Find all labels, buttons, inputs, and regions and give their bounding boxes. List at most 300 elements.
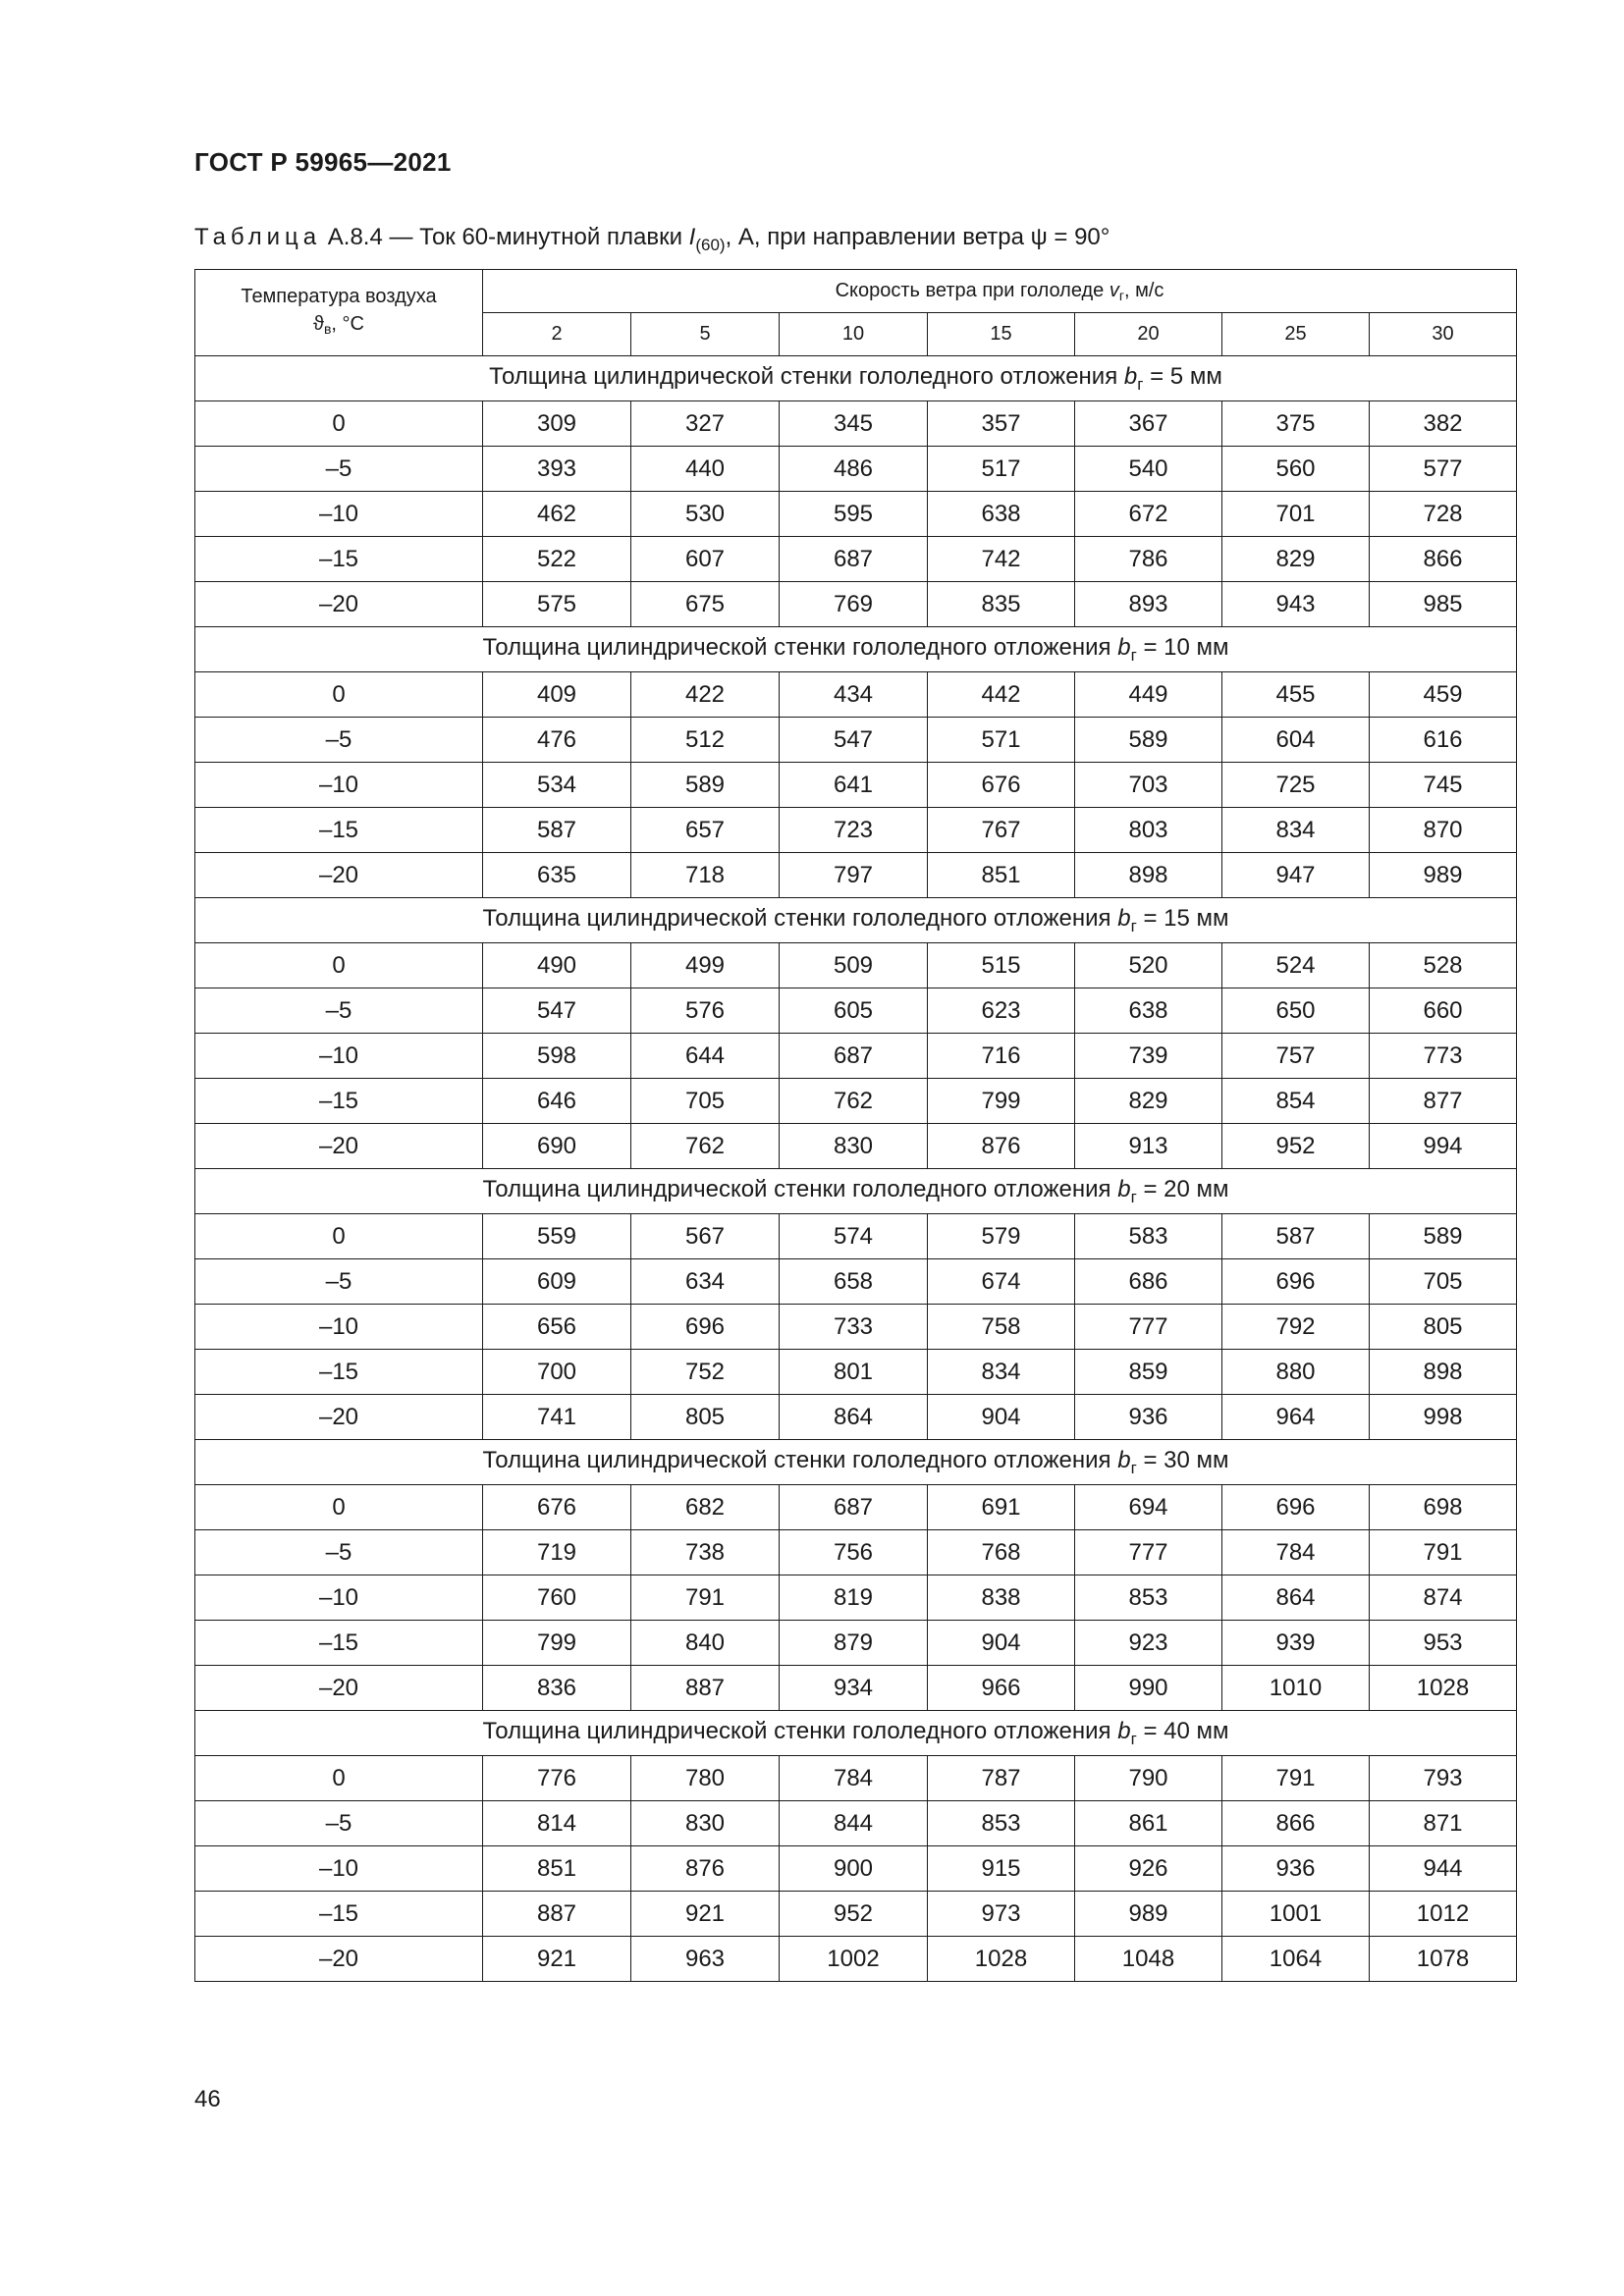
- section-title-text: Толщина цилиндрической стенки гололедного отложения: [482, 904, 1118, 932]
- current-value-cell: 609: [483, 1259, 631, 1305]
- current-value-cell: 440: [631, 447, 780, 492]
- table-row: [195, 1214, 1517, 1259]
- current-value-cell: 687: [780, 1034, 928, 1079]
- table-row: [195, 1485, 1517, 1530]
- current-value-cell: 998: [1370, 1395, 1517, 1440]
- current-value-cell: 866: [1370, 537, 1517, 582]
- current-value-cell: 752: [631, 1350, 780, 1395]
- temperature-cell: 0: [195, 672, 483, 718]
- current-value-cell: 877: [1370, 1079, 1517, 1124]
- current-value-cell: 989: [1370, 853, 1517, 898]
- table-row: [195, 1079, 1517, 1124]
- current-value-cell: 851: [483, 1846, 631, 1892]
- wind-speed-value-header: 5: [631, 313, 780, 356]
- current-value-cell: 784: [780, 1756, 928, 1801]
- current-value-cell: 898: [1370, 1350, 1517, 1395]
- current-value-cell: 805: [1370, 1305, 1517, 1350]
- section-header-row: [195, 1711, 1517, 1756]
- temperature-cell: 0: [195, 401, 483, 447]
- current-value-cell: 434: [780, 672, 928, 718]
- table-body: [195, 356, 1517, 1982]
- current-value-cell: 834: [1222, 808, 1370, 853]
- current-value-cell: 739: [1075, 1034, 1222, 1079]
- current-value-cell: 703: [1075, 763, 1222, 808]
- current-value-cell: 587: [1222, 1214, 1370, 1259]
- current-value-cell: 936: [1222, 1846, 1370, 1892]
- current-value-cell: 866: [1222, 1801, 1370, 1846]
- table-row: [195, 1530, 1517, 1575]
- current-value-cell: 758: [928, 1305, 1075, 1350]
- current-value-cell: 641: [780, 763, 928, 808]
- temperature-cell: –20: [195, 853, 483, 898]
- current-value-cell: 790: [1075, 1756, 1222, 1801]
- current-value-cell: 830: [780, 1124, 928, 1169]
- current-value-cell: 989: [1075, 1892, 1222, 1937]
- section-header-row: [195, 627, 1517, 672]
- current-value-cell: 921: [631, 1892, 780, 1937]
- current-value-cell: 1010: [1222, 1666, 1370, 1711]
- current-value-cell: 696: [1222, 1259, 1370, 1305]
- wind-speed-header: [483, 270, 1517, 313]
- temperature-header-line1: Температура воздуха: [241, 286, 437, 307]
- current-value-cell: 1002: [780, 1937, 928, 1982]
- current-value-cell: 575: [483, 582, 631, 627]
- current-value-cell: 985: [1370, 582, 1517, 627]
- current-value-cell: 973: [928, 1892, 1075, 1937]
- current-value-cell: 803: [1075, 808, 1222, 853]
- table-row: [195, 1892, 1517, 1937]
- wind-speed-value-header: 20: [1075, 313, 1222, 356]
- current-value-cell: 515: [928, 943, 1075, 988]
- section-thickness: = 20 мм: [1136, 1175, 1229, 1202]
- current-value-cell: 830: [631, 1801, 780, 1846]
- current-value-cell: 797: [780, 853, 928, 898]
- current-value-cell: 728: [1370, 492, 1517, 537]
- wind-speed-value-header: 2: [483, 313, 631, 356]
- current-value-cell: 757: [1222, 1034, 1370, 1079]
- current-value-cell: 571: [928, 718, 1075, 763]
- current-value-cell: 701: [1222, 492, 1370, 537]
- temperature-cell: –5: [195, 447, 483, 492]
- current-value-cell: 814: [483, 1801, 631, 1846]
- current-value-cell: 964: [1222, 1395, 1370, 1440]
- current-value-cell: 1028: [928, 1937, 1075, 1982]
- current-value-cell: 776: [483, 1756, 631, 1801]
- section-symbol: b: [1123, 362, 1138, 390]
- temperature-cell: –15: [195, 808, 483, 853]
- current-value-cell: 915: [928, 1846, 1075, 1892]
- temperature-cell: 0: [195, 1485, 483, 1530]
- current-value-cell: 509: [780, 943, 928, 988]
- current-value-cell: 887: [631, 1666, 780, 1711]
- current-value-cell: 805: [631, 1395, 780, 1440]
- table-row: [195, 1034, 1517, 1079]
- temperature-cell: –10: [195, 763, 483, 808]
- current-value-cell: 791: [1222, 1756, 1370, 1801]
- temperature-cell: 0: [195, 1756, 483, 1801]
- current-value-cell: 904: [928, 1621, 1075, 1666]
- current-value-cell: 490: [483, 943, 631, 988]
- current-value-cell: 936: [1075, 1395, 1222, 1440]
- current-value-cell: 687: [780, 537, 928, 582]
- current-value-cell: 861: [1075, 1801, 1222, 1846]
- current-value-cell: 547: [780, 718, 928, 763]
- current-value-cell: 530: [631, 492, 780, 537]
- temperature-symbol: ϑ: [313, 313, 324, 335]
- current-value-cell: 658: [780, 1259, 928, 1305]
- table-row: [195, 401, 1517, 447]
- current-value-cell: 834: [928, 1350, 1075, 1395]
- temperature-cell: –10: [195, 1034, 483, 1079]
- temperature-cell: –10: [195, 1846, 483, 1892]
- current-value-cell: 520: [1075, 943, 1222, 988]
- current-value-cell: 462: [483, 492, 631, 537]
- current-value-cell: 698: [1370, 1485, 1517, 1530]
- current-value-cell: 829: [1075, 1079, 1222, 1124]
- current-value-cell: 1028: [1370, 1666, 1517, 1711]
- table-row: [195, 1395, 1517, 1440]
- current-value-cell: 605: [780, 988, 928, 1034]
- section-header-row: [195, 1440, 1517, 1485]
- wind-speed-symbol-sub: г: [1118, 287, 1124, 303]
- current-value-cell: 595: [780, 492, 928, 537]
- section-title: [195, 627, 1517, 672]
- current-value-cell: 327: [631, 401, 780, 447]
- section-symbol-sub: г: [1130, 1458, 1137, 1477]
- table-row: [195, 1846, 1517, 1892]
- table-row: [195, 1621, 1517, 1666]
- current-value-cell: 1048: [1075, 1937, 1222, 1982]
- current-value-cell: 604: [1222, 718, 1370, 763]
- section-symbol-sub: г: [1130, 1729, 1137, 1748]
- table-row: [195, 718, 1517, 763]
- wind-speed-header-text: Скорость ветра при гололеде: [835, 279, 1110, 301]
- current-value-cell: 990: [1075, 1666, 1222, 1711]
- current-value-cell: 547: [483, 988, 631, 1034]
- current-value-cell: 773: [1370, 1034, 1517, 1079]
- table-row: [195, 1937, 1517, 1982]
- current-value-cell: 853: [928, 1801, 1075, 1846]
- section-symbol: b: [1117, 904, 1131, 932]
- current-value-cell: 567: [631, 1214, 780, 1259]
- current-value-cell: 576: [631, 988, 780, 1034]
- current-value-cell: 534: [483, 763, 631, 808]
- current-value-cell: 943: [1222, 582, 1370, 627]
- current-value-cell: 528: [1370, 943, 1517, 988]
- table-row: [195, 1259, 1517, 1305]
- current-value-cell: 1012: [1370, 1892, 1517, 1937]
- current-value-cell: 741: [483, 1395, 631, 1440]
- current-value-cell: 559: [483, 1214, 631, 1259]
- current-value-cell: 799: [483, 1621, 631, 1666]
- current-value-cell: 947: [1222, 853, 1370, 898]
- current-value-cell: 442: [928, 672, 1075, 718]
- current-value-cell: 898: [1075, 853, 1222, 898]
- section-title-text: Толщина цилиндрической стенки гололедного отложения: [482, 1446, 1118, 1473]
- current-value-cell: 476: [483, 718, 631, 763]
- current-value-cell: 879: [780, 1621, 928, 1666]
- current-value-cell: 851: [928, 853, 1075, 898]
- current-value-cell: 623: [928, 988, 1075, 1034]
- current-value-cell: 966: [928, 1666, 1075, 1711]
- table-row: [195, 988, 1517, 1034]
- table-caption: [194, 224, 1110, 255]
- temperature-cell: –20: [195, 1395, 483, 1440]
- current-value-cell: 793: [1370, 1756, 1517, 1801]
- table-row: [195, 582, 1517, 627]
- current-value-cell: 829: [1222, 537, 1370, 582]
- current-value-cell: 646: [483, 1079, 631, 1124]
- current-value-cell: 409: [483, 672, 631, 718]
- current-value-cell: 994: [1370, 1124, 1517, 1169]
- temperature-cell: –15: [195, 1892, 483, 1937]
- section-symbol: b: [1117, 1446, 1131, 1473]
- temperature-cell: –20: [195, 1666, 483, 1711]
- current-value-cell: 357: [928, 401, 1075, 447]
- current-value-cell: 864: [1222, 1575, 1370, 1621]
- caption-symbol-sub: (60): [695, 236, 726, 254]
- section-title: [195, 1440, 1517, 1485]
- current-value-cell: 577: [1370, 447, 1517, 492]
- temperature-cell: 0: [195, 943, 483, 988]
- current-value-cell: 607: [631, 537, 780, 582]
- current-value-cell: 716: [928, 1034, 1075, 1079]
- current-value-cell: 801: [780, 1350, 928, 1395]
- section-title: [195, 1711, 1517, 1756]
- current-value-cell: 874: [1370, 1575, 1517, 1621]
- caption-symbol: I: [688, 224, 696, 250]
- current-value-cell: 904: [928, 1395, 1075, 1440]
- section-symbol-sub: г: [1130, 645, 1137, 665]
- temperature-unit: , °С: [331, 313, 364, 335]
- section-title-text: Толщина цилиндрической стенки гололедного отложения: [489, 362, 1124, 390]
- section-title: [195, 898, 1517, 943]
- current-value-cell: 705: [1370, 1259, 1517, 1305]
- temperature-cell: 0: [195, 1214, 483, 1259]
- wind-speed-unit: , м/с: [1123, 279, 1164, 301]
- current-value-cell: 657: [631, 808, 780, 853]
- table-row: [195, 808, 1517, 853]
- current-value-cell: 686: [1075, 1259, 1222, 1305]
- current-value-cell: 792: [1222, 1305, 1370, 1350]
- current-value-cell: 696: [631, 1305, 780, 1350]
- current-value-cell: 589: [1075, 718, 1222, 763]
- current-value-cell: 459: [1370, 672, 1517, 718]
- current-value-cell: 393: [483, 447, 631, 492]
- current-value-cell: 838: [928, 1575, 1075, 1621]
- current-value-cell: 1078: [1370, 1937, 1517, 1982]
- current-value-cell: 309: [483, 401, 631, 447]
- section-title-text: Толщина цилиндрической стенки гололедного отложения: [482, 1175, 1118, 1202]
- current-value-cell: 799: [928, 1079, 1075, 1124]
- current-value-cell: 768: [928, 1530, 1075, 1575]
- current-value-cell: 694: [1075, 1485, 1222, 1530]
- current-value-cell: 963: [631, 1937, 780, 1982]
- section-thickness: = 5 мм: [1143, 362, 1222, 390]
- current-value-cell: 705: [631, 1079, 780, 1124]
- current-value-cell: 676: [928, 763, 1075, 808]
- current-value-cell: 777: [1075, 1305, 1222, 1350]
- temperature-cell: –15: [195, 1621, 483, 1666]
- section-thickness: = 40 мм: [1136, 1717, 1229, 1744]
- current-value-cell: 1064: [1222, 1937, 1370, 1982]
- current-value-cell: 524: [1222, 943, 1370, 988]
- wind-speed-symbol: v: [1109, 279, 1119, 301]
- table-row: [195, 1350, 1517, 1395]
- current-value-cell: 887: [483, 1892, 631, 1937]
- temperature-column-header: [195, 270, 483, 356]
- current-value-cell: 638: [1075, 988, 1222, 1034]
- data-table: [194, 269, 1517, 1982]
- section-thickness: = 10 мм: [1136, 633, 1229, 661]
- current-value-cell: 934: [780, 1666, 928, 1711]
- wind-speed-value-header: 30: [1370, 313, 1517, 356]
- current-value-cell: 913: [1075, 1124, 1222, 1169]
- section-symbol-sub: г: [1137, 374, 1144, 394]
- section-title: [195, 1169, 1517, 1214]
- current-value-cell: 449: [1075, 672, 1222, 718]
- current-value-cell: 676: [483, 1485, 631, 1530]
- section-title-text: Толщина цилиндрической стенки гололедного отложения: [482, 633, 1118, 661]
- current-value-cell: 786: [1075, 537, 1222, 582]
- current-value-cell: 725: [1222, 763, 1370, 808]
- temperature-cell: –20: [195, 1937, 483, 1982]
- current-value-cell: 769: [780, 582, 928, 627]
- current-value-cell: 635: [483, 853, 631, 898]
- current-value-cell: 844: [780, 1801, 928, 1846]
- current-value-cell: 675: [631, 582, 780, 627]
- current-value-cell: 762: [780, 1079, 928, 1124]
- current-value-cell: 791: [631, 1575, 780, 1621]
- section-title: [195, 356, 1517, 401]
- current-value-cell: 791: [1370, 1530, 1517, 1575]
- current-value-cell: 952: [1222, 1124, 1370, 1169]
- current-value-cell: 900: [780, 1846, 928, 1892]
- section-thickness: = 30 мм: [1136, 1446, 1229, 1473]
- temperature-cell: –15: [195, 1079, 483, 1124]
- current-value-cell: 587: [483, 808, 631, 853]
- current-value-cell: 583: [1075, 1214, 1222, 1259]
- current-value-cell: 589: [631, 763, 780, 808]
- current-value-cell: 876: [631, 1846, 780, 1892]
- current-value-cell: 760: [483, 1575, 631, 1621]
- current-value-cell: 926: [1075, 1846, 1222, 1892]
- table-row: [195, 1305, 1517, 1350]
- wind-speed-value-header: 15: [928, 313, 1075, 356]
- current-value-cell: 522: [483, 537, 631, 582]
- current-value-cell: 644: [631, 1034, 780, 1079]
- current-value-cell: 579: [928, 1214, 1075, 1259]
- current-value-cell: 787: [928, 1756, 1075, 1801]
- temperature-cell: –5: [195, 1259, 483, 1305]
- current-value-cell: 650: [1222, 988, 1370, 1034]
- current-value-cell: 560: [1222, 447, 1370, 492]
- section-symbol-sub: г: [1130, 1187, 1137, 1206]
- current-value-cell: 880: [1222, 1350, 1370, 1395]
- wind-speed-value-header: 10: [780, 313, 928, 356]
- current-value-cell: 589: [1370, 1214, 1517, 1259]
- current-value-cell: 859: [1075, 1350, 1222, 1395]
- current-value-cell: 742: [928, 537, 1075, 582]
- section-thickness: = 15 мм: [1136, 904, 1229, 932]
- section-title-text: Толщина цилиндрической стенки гололедного отложения: [482, 1717, 1118, 1744]
- table-row: [195, 537, 1517, 582]
- table-row: [195, 447, 1517, 492]
- wind-speed-value-header: 25: [1222, 313, 1370, 356]
- current-value-cell: 871: [1370, 1801, 1517, 1846]
- current-value-cell: 745: [1370, 763, 1517, 808]
- current-value-cell: 674: [928, 1259, 1075, 1305]
- section-symbol: b: [1117, 1175, 1131, 1202]
- current-value-cell: 777: [1075, 1530, 1222, 1575]
- current-value-cell: 517: [928, 447, 1075, 492]
- current-value-cell: 738: [631, 1530, 780, 1575]
- section-header-row: [195, 356, 1517, 401]
- current-value-cell: 696: [1222, 1485, 1370, 1530]
- table-head: [195, 270, 1517, 356]
- current-value-cell: 499: [631, 943, 780, 988]
- current-value-cell: 876: [928, 1124, 1075, 1169]
- temperature-cell: –5: [195, 718, 483, 763]
- current-value-cell: 382: [1370, 401, 1517, 447]
- table-row: [195, 492, 1517, 537]
- temperature-cell: –10: [195, 492, 483, 537]
- current-value-cell: 780: [631, 1756, 780, 1801]
- current-value-cell: 574: [780, 1214, 928, 1259]
- current-value-cell: 719: [483, 1530, 631, 1575]
- section-header-row: [195, 898, 1517, 943]
- current-value-cell: 690: [483, 1124, 631, 1169]
- current-value-cell: 952: [780, 1892, 928, 1937]
- current-value-cell: 422: [631, 672, 780, 718]
- temperature-symbol-sub: в: [323, 321, 332, 337]
- section-symbol: b: [1117, 633, 1131, 661]
- current-value-cell: 819: [780, 1575, 928, 1621]
- current-value-cell: 864: [780, 1395, 928, 1440]
- current-value-cell: 540: [1075, 447, 1222, 492]
- current-value-cell: 767: [928, 808, 1075, 853]
- current-value-cell: 762: [631, 1124, 780, 1169]
- current-value-cell: 375: [1222, 401, 1370, 447]
- document-header: ГОСТ Р 59965—2021: [194, 147, 452, 177]
- current-value-cell: 455: [1222, 672, 1370, 718]
- current-value-cell: 923: [1075, 1621, 1222, 1666]
- current-value-cell: 700: [483, 1350, 631, 1395]
- current-value-cell: 486: [780, 447, 928, 492]
- current-value-cell: 921: [483, 1937, 631, 1982]
- current-value-cell: 512: [631, 718, 780, 763]
- current-value-cell: 756: [780, 1530, 928, 1575]
- current-value-cell: 616: [1370, 718, 1517, 763]
- temperature-cell: –15: [195, 1350, 483, 1395]
- table-row: [195, 853, 1517, 898]
- table-row: [195, 1801, 1517, 1846]
- current-value-cell: 840: [631, 1621, 780, 1666]
- current-value-cell: 672: [1075, 492, 1222, 537]
- table-row: [195, 1124, 1517, 1169]
- current-value-cell: 682: [631, 1485, 780, 1530]
- current-value-cell: 853: [1075, 1575, 1222, 1621]
- caption-text-after: , А, при направлении ветра ψ = 90°: [725, 224, 1110, 250]
- table-row: [195, 763, 1517, 808]
- current-value-cell: 939: [1222, 1621, 1370, 1666]
- temperature-cell: –5: [195, 1530, 483, 1575]
- section-symbol-sub: г: [1130, 916, 1137, 935]
- caption-text-before: А.8.4 — Ток 60-минутной плавки: [327, 224, 689, 250]
- table-row: [195, 1756, 1517, 1801]
- table-row: [195, 943, 1517, 988]
- current-value-cell: 893: [1075, 582, 1222, 627]
